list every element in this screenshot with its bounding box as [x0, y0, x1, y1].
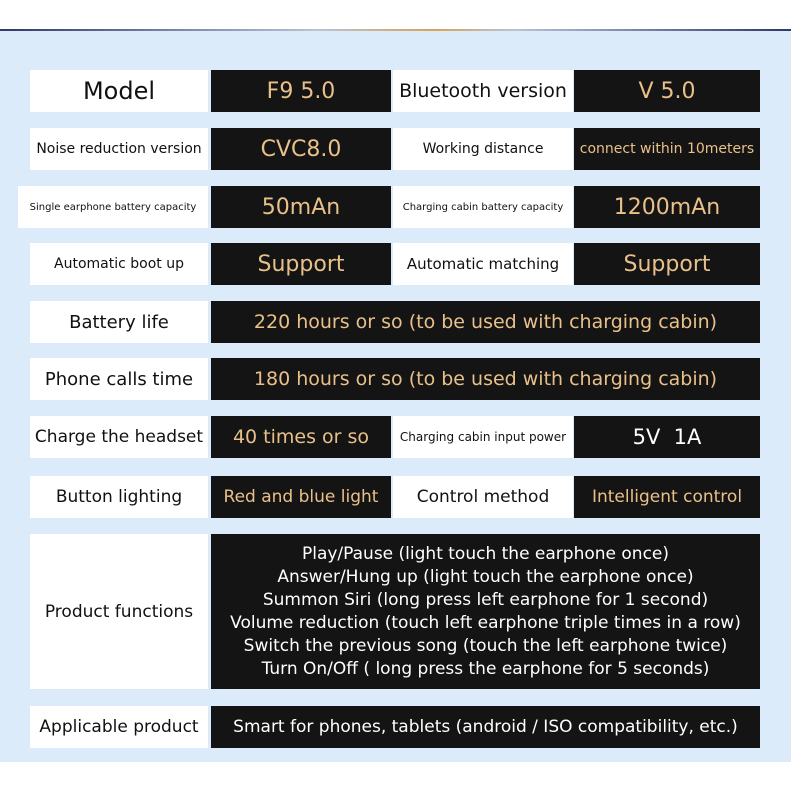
model-label: Model: [30, 70, 208, 112]
phone-calls-label: Phone calls time: [30, 358, 208, 400]
bluetooth-version-value: V 5.0: [574, 70, 760, 112]
top-bar: [0, 0, 791, 30]
automatic-boot-label: Automatic boot up: [30, 243, 208, 285]
control-method-label: Control method: [393, 476, 573, 518]
control-method-value: Intelligent control: [574, 476, 760, 518]
noise-reduction-value: CVC8.0: [211, 128, 391, 170]
product-functions-label: Product functions: [30, 534, 208, 689]
function-item: Summon Siri (long press left earphone for 1 second): [262, 589, 709, 610]
input-power-value: 5V 1A: [574, 416, 760, 458]
product-functions-list: [211, 534, 760, 689]
cabin-battery-label: Charging cabin battery capacity: [393, 186, 573, 228]
input-power-label: Charging cabin input power: [393, 416, 573, 458]
applicable-product-value: Smart for phones, tablets (android / ISO compatibility, etc.): [211, 706, 760, 748]
noise-reduction-label: Noise reduction version: [30, 128, 208, 170]
button-lighting-label: Button lighting: [30, 476, 208, 518]
charge-headset-label: Charge the headset: [30, 416, 208, 458]
working-distance-label: Working distance: [393, 128, 573, 170]
model-value: F9 5.0: [211, 70, 391, 112]
applicable-product-label: Applicable product: [30, 706, 208, 748]
function-item: Turn On/Off ( long press the earphone for 5 seconds): [261, 658, 710, 679]
automatic-boot-value: Support: [211, 243, 391, 285]
function-item: Play/Pause (light touch the earphone once): [301, 543, 670, 564]
single-battery-label: Single earphone battery capacity: [18, 186, 208, 228]
function-item: Answer/Hung up (light touch the earphone once): [277, 566, 694, 587]
bluetooth-version-label: Bluetooth version: [393, 70, 573, 112]
cabin-battery-value: 1200mAn: [574, 186, 760, 228]
function-item: Switch the previous song (touch the left earphone twice): [243, 635, 728, 656]
charge-headset-value: 40 times or so: [211, 416, 391, 458]
automatic-matching-label: Automatic matching: [393, 243, 573, 285]
phone-calls-value: 180 hours or so (to be used with charging cabin): [211, 358, 760, 400]
automatic-matching-value: Support: [574, 243, 760, 285]
working-distance-value: connect within 10meters: [574, 128, 760, 170]
battery-life-label: Battery life: [30, 301, 208, 343]
function-item: Volume reduction (touch left earphone triple times in a row): [230, 612, 741, 633]
battery-life-value: 220 hours or so (to be used with charging cabin): [211, 301, 760, 343]
button-lighting-value: Red and blue light: [211, 476, 391, 518]
single-battery-value: 50mAn: [211, 186, 391, 228]
